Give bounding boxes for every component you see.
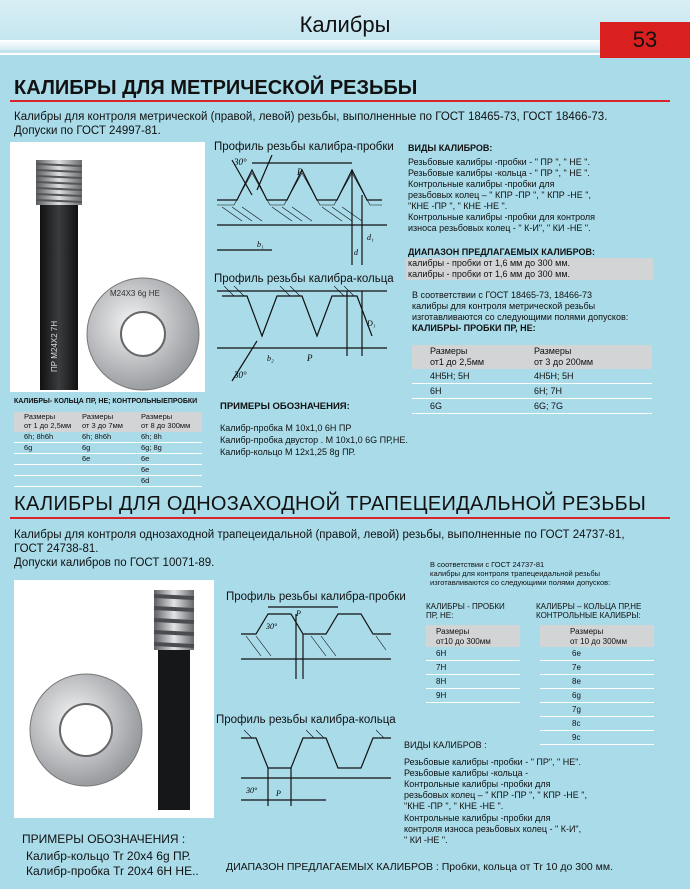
metric-ring-tol-cell: 6h; 8h6h bbox=[82, 432, 112, 441]
trap-ring-tol-row bbox=[540, 689, 654, 703]
metric-examples-title: ПРИМЕРЫ ОБОЗНАЧЕНИЯ: bbox=[220, 401, 350, 412]
trap-types-7: контроля износа резьбовых колец - " К-И", bbox=[404, 824, 582, 834]
svg-text:30°: 30° bbox=[234, 370, 247, 380]
metric-ring-tol-title: КАЛИБРЫ- КОЛЬЦА ПР, НЕ; КОНТРОЛЬНЫЕПРОБКИ bbox=[14, 398, 198, 405]
metric-plug-tol-title: КАЛИБРЫ- ПРОБКИ ПР, НЕ: bbox=[412, 323, 536, 333]
metric-ring-tol-row bbox=[14, 443, 202, 454]
page-header bbox=[0, 0, 690, 55]
metric-plug-tol-cell: 6G bbox=[430, 401, 443, 411]
trap-examples-title: ПРИМЕРЫ ОБОЗНАЧЕНИЯ : bbox=[22, 832, 186, 846]
metric-plug-tol-cell: 6Н; 7Н bbox=[534, 386, 563, 396]
metric-plug-tol-header bbox=[412, 345, 652, 369]
trap-ring-tol-row bbox=[540, 703, 654, 717]
trap-profile-plug-title: Профиль резьбы калибра-пробки bbox=[226, 591, 406, 603]
trap-plug-tol-cell: 6Н bbox=[436, 649, 447, 658]
trap-types-1: Резьбовые калибры -пробки - " ПР", " НЕ". bbox=[404, 757, 581, 767]
trap-ring-tol-cell: 9с bbox=[572, 733, 581, 742]
trap-ring-tol-cell: 7g bbox=[572, 705, 581, 714]
metric-ring-tol-cell: 6g bbox=[82, 443, 91, 452]
thread-plug bbox=[36, 160, 82, 390]
ring-tol-h: Размеры bbox=[141, 412, 173, 421]
metric-types-1: Резьбовые калибры -пробки - " ПР ", " НЕ ". bbox=[408, 157, 590, 167]
metric-gost-note-1: В соответствии с ГОСТ 18465-73, 18466-73 bbox=[412, 290, 593, 300]
trap-gost-note-2: калибры для контроля трапецеидальной резьбы bbox=[430, 569, 601, 578]
metric-plug-tol-cell: 6G; 7G bbox=[534, 401, 564, 411]
metric-plug-tol-h2b: от 3 до 200мм bbox=[534, 357, 594, 367]
ring-tol-h: от 8 до 300мм bbox=[141, 421, 191, 430]
trap-gauges-image bbox=[14, 580, 214, 818]
metric-types-6: Контрольные калибры -пробки для контроля bbox=[408, 212, 596, 222]
metric-plug-tol-cell: 4Н5Н; 5Н bbox=[534, 371, 574, 381]
svg-text:30°: 30° bbox=[246, 786, 258, 795]
trap-plug-tol-title-2: ПР, НЕ: bbox=[426, 611, 454, 620]
trap-ring-tol-cell: 6g bbox=[572, 691, 581, 700]
trap-ring-tol-row bbox=[540, 675, 654, 689]
ring-tol-h: от 1 до 2,5мм bbox=[24, 421, 72, 430]
metric-profile-plug-title: Профиль резьбы калибра-пробки bbox=[214, 141, 394, 153]
trap-ring-tol-cell: 6е bbox=[572, 649, 581, 658]
metric-range-2: калибры - пробки от 1,6 мм до 300 мм. bbox=[406, 269, 653, 280]
metric-ring-tol-cell: 6e bbox=[141, 454, 150, 463]
trap-plug-tol-h1: Размеры bbox=[436, 627, 470, 636]
trap-types-3: Контрольные калибры -пробки для bbox=[404, 779, 551, 789]
metric-plug-tol-row bbox=[412, 399, 652, 414]
trap-types-title: ВИДЫ КАЛИБРОВ : bbox=[404, 740, 487, 750]
trap-plug bbox=[154, 590, 194, 810]
metric-gauges-photo bbox=[10, 142, 205, 392]
page-number: 53 bbox=[600, 22, 690, 58]
trap-ring-tol-title-1: КАЛИБРЫ – КОЛЬЦА ПР,НЕ bbox=[536, 602, 642, 611]
trap-ring-tol-row bbox=[540, 647, 654, 661]
trap-ring bbox=[30, 674, 142, 786]
metric-plug-tol-h1b: от1 до 2,5мм bbox=[430, 357, 485, 367]
svg-text:P: P bbox=[296, 609, 301, 618]
trap-example-1: Калибр-кольцо Tr 20x4 6g ПР. bbox=[26, 849, 191, 863]
trap-title: КАЛИБРЫ ДЛЯ ОДНОЗАХОДНОЙ ТРАПЕЦЕИДАЛЬНОЙ РЕЗЬБЫ bbox=[14, 493, 647, 515]
ring-tol-h: Размеры bbox=[82, 412, 114, 421]
trap-ring-tol-header bbox=[540, 625, 654, 647]
trap-profile-ring-title: Профиль резьбы калибра-кольца bbox=[216, 714, 396, 726]
metric-gauges-image bbox=[10, 142, 205, 392]
trap-plug-tol-cell: 7Н bbox=[436, 663, 447, 672]
trap-ring-tol-table bbox=[540, 625, 654, 745]
metric-plug-tol-h2a: Размеры bbox=[534, 346, 572, 356]
metric-intro-1: Калибры для контроля метрической (правой, левой) резьбы, выполненные по ГОСТ 18465-73, ГОСТ 18466-73. bbox=[14, 111, 608, 123]
metric-range-title: ДИАПАЗОН ПРЕДЛАГАЕМЫХ КАЛИБРОВ: bbox=[408, 247, 596, 257]
metric-types-7: износа резьбовых колец - " К-И", " КИ -НЕ ". bbox=[408, 223, 591, 233]
metric-gost-note-2: калибры для контроля метрической резьбы bbox=[412, 301, 596, 311]
trap-types-6: Контрольные калибры -пробки для bbox=[404, 813, 551, 823]
trap-ring-tol-cell: 8е bbox=[572, 677, 581, 686]
metric-ring-profile-drawing bbox=[212, 286, 392, 384]
trap-ring-tol-h1: Размеры bbox=[570, 627, 604, 636]
header-band bbox=[0, 40, 600, 50]
metric-types-3: Контрольные калибры -пробки для bbox=[408, 179, 555, 189]
trap-ring-tol-row bbox=[540, 661, 654, 675]
metric-ring-tol-cell: 6h; 8h6h bbox=[24, 432, 54, 441]
trap-types-5: "КНЕ -ПР ", " КНЕ -НЕ ". bbox=[404, 801, 504, 811]
trap-plug-tol-cell: 9Н bbox=[436, 691, 447, 700]
trap-ring-tol-row bbox=[540, 717, 654, 731]
metric-plug-tol-table bbox=[412, 345, 652, 414]
metric-types-4: резьбовых колец – " КПР -ПР ", " КПР -НЕ ", bbox=[408, 190, 591, 200]
trap-gauges-photo bbox=[14, 580, 214, 818]
trap-intro-1: Калибры для контроля однозаходной трапецеидальной (правой, левой) резьбы, выполненные по ГОСТ 24737-81, bbox=[14, 529, 625, 541]
svg-text:D₁: D₁ bbox=[367, 319, 376, 328]
trap-plug-tol-h2: от10 до 300мм bbox=[436, 637, 491, 646]
metric-ring-tol-cell: 6g bbox=[24, 443, 33, 452]
trap-range-line: ДИАПАЗОН ПРЕДЛАГАЕМЫХ КАЛИБРОВ : Пробки, кольца от Tr 10 до 300 мм. bbox=[226, 861, 614, 873]
ring-tol-h: от 3 до 7мм bbox=[82, 421, 123, 430]
svg-text:30°: 30° bbox=[266, 622, 278, 631]
trap-plug-tol-rows bbox=[426, 647, 520, 703]
trap-intro-3: Допуски калибров по ГОСТ 10071-89. bbox=[14, 557, 215, 569]
metric-title-rule bbox=[10, 100, 670, 102]
trap-types-2: Резьбовые калибры -кольца - bbox=[404, 768, 529, 778]
trap-gost-note-1: В соответствии с ГОСТ 24737-81 bbox=[430, 560, 545, 569]
trap-ring-tol-title-2: КОНТРОЛЬНЫЕ КАЛИБРЫ: bbox=[536, 611, 641, 620]
ring-tol-h: Размеры bbox=[24, 412, 56, 421]
svg-text:d: d bbox=[354, 248, 358, 257]
trap-plug-tol-title-1: КАЛИБРЫ - ПРОБКИ bbox=[426, 602, 505, 611]
metric-ring-tol-cell: 6h; 8h bbox=[141, 432, 162, 441]
thread-ring bbox=[87, 278, 199, 390]
trap-plug-tol-row bbox=[426, 689, 520, 703]
metric-ring-tol-row bbox=[14, 465, 202, 476]
metric-ring-tol-row bbox=[14, 476, 202, 487]
trap-example-2: Калибр-пробка Tr 20x4 6H НЕ.. bbox=[26, 864, 199, 878]
metric-profile-ring-title: Профиль резьбы калибра-кольца bbox=[214, 273, 394, 285]
metric-ring-tol-cell: 6g; 8g bbox=[141, 443, 162, 452]
svg-text:P: P bbox=[276, 789, 281, 798]
trap-gost-note-3: изготавливаются со следующими полями допусков: bbox=[430, 578, 611, 587]
metric-plug-tol-h1a: Размеры bbox=[430, 346, 468, 356]
header-title: Калибры bbox=[299, 12, 391, 37]
trap-plug-tol-table bbox=[426, 625, 520, 703]
metric-example-1: Калибр-пробка М 10х1,0 6Н ПР bbox=[220, 423, 352, 433]
svg-text:b₁: b₁ bbox=[257, 240, 264, 249]
metric-ring-tol-header bbox=[14, 412, 202, 432]
svg-text:P: P bbox=[307, 353, 313, 363]
metric-plug-tol-cell: 6Н bbox=[430, 386, 442, 396]
metric-ring-tol-cell: 6d bbox=[141, 476, 150, 485]
metric-types-2: Резьбовые калибры -кольца - " ПР ", " НЕ ". bbox=[408, 168, 590, 178]
trap-intro-2: ГОСТ 24738-81. bbox=[14, 543, 99, 555]
trap-ring-tol-cell: 8с bbox=[572, 719, 581, 728]
svg-text:30°: 30° bbox=[234, 157, 247, 167]
metric-types-5: "КНЕ -ПР ", " КНЕ -НЕ ". bbox=[408, 201, 508, 211]
trap-types-4: резьбовых колец – " КПР -ПР ", " КПР -НЕ ", bbox=[404, 790, 587, 800]
trap-ring-tol-rows bbox=[540, 647, 654, 745]
trap-plug-tol-cell: 8Н bbox=[436, 677, 447, 686]
trap-ring-profile-drawing bbox=[236, 728, 396, 808]
metric-example-2: Калибр-пробка двустор . М 10х1,0 6G ПР,НЕ. bbox=[220, 435, 408, 445]
svg-text:P: P bbox=[297, 167, 303, 177]
metric-plug-tol-row bbox=[412, 369, 652, 384]
trap-ring-tol-h2: от 10 до 300мм bbox=[570, 637, 627, 646]
metric-intro-2: Допуски по ГОСТ 24997-81. bbox=[14, 125, 161, 137]
trap-ring-tol-cell: 7е bbox=[572, 663, 581, 672]
trap-title-rule bbox=[10, 517, 670, 519]
trap-plug-tol-row bbox=[426, 675, 520, 689]
metric-plug-tol-cell: 4Н5Н; 5Н bbox=[430, 371, 470, 381]
trap-plug-tol-header bbox=[426, 625, 520, 647]
metric-ring-tol-row bbox=[14, 432, 202, 443]
trap-plug-tol-row bbox=[426, 661, 520, 675]
metric-ring-tol-rows bbox=[14, 432, 202, 487]
metric-types-title: ВИДЫ КАЛИБРОВ: bbox=[408, 143, 493, 153]
svg-text:b₂: b₂ bbox=[267, 354, 274, 363]
metric-ring-tol-cell: 6e bbox=[141, 465, 150, 474]
plug-marking: ПР М24Х2 7Н bbox=[50, 320, 59, 372]
metric-ring-tol-row bbox=[14, 454, 202, 465]
metric-ring-tol-cell: 6e bbox=[82, 454, 91, 463]
ring-marking: М24Х3 6g НЕ bbox=[110, 289, 160, 298]
metric-title: КАЛИБРЫ ДЛЯ МЕТРИЧЕСКОЙ РЕЗЬБЫ bbox=[14, 77, 418, 99]
metric-plug-profile-drawing bbox=[212, 155, 392, 270]
trap-plug-tol-row bbox=[426, 647, 520, 661]
trap-types-8: " КИ -НЕ ". bbox=[404, 835, 448, 845]
metric-example-3: Калибр-кольцо М 12х1,25 8g ПР. bbox=[220, 447, 356, 457]
metric-plug-tol-row bbox=[412, 384, 652, 399]
metric-gost-note-3: изготавливаются со следующими полями допусков: bbox=[412, 312, 629, 322]
metric-range-1: калибры - пробки от 1,6 мм до 300 мм. bbox=[406, 258, 653, 269]
metric-ring-tol-table bbox=[14, 412, 202, 487]
trap-plug-profile-drawing bbox=[236, 604, 396, 684]
svg-text:d₁: d₁ bbox=[367, 233, 374, 242]
trap-ring-tol-row bbox=[540, 731, 654, 745]
